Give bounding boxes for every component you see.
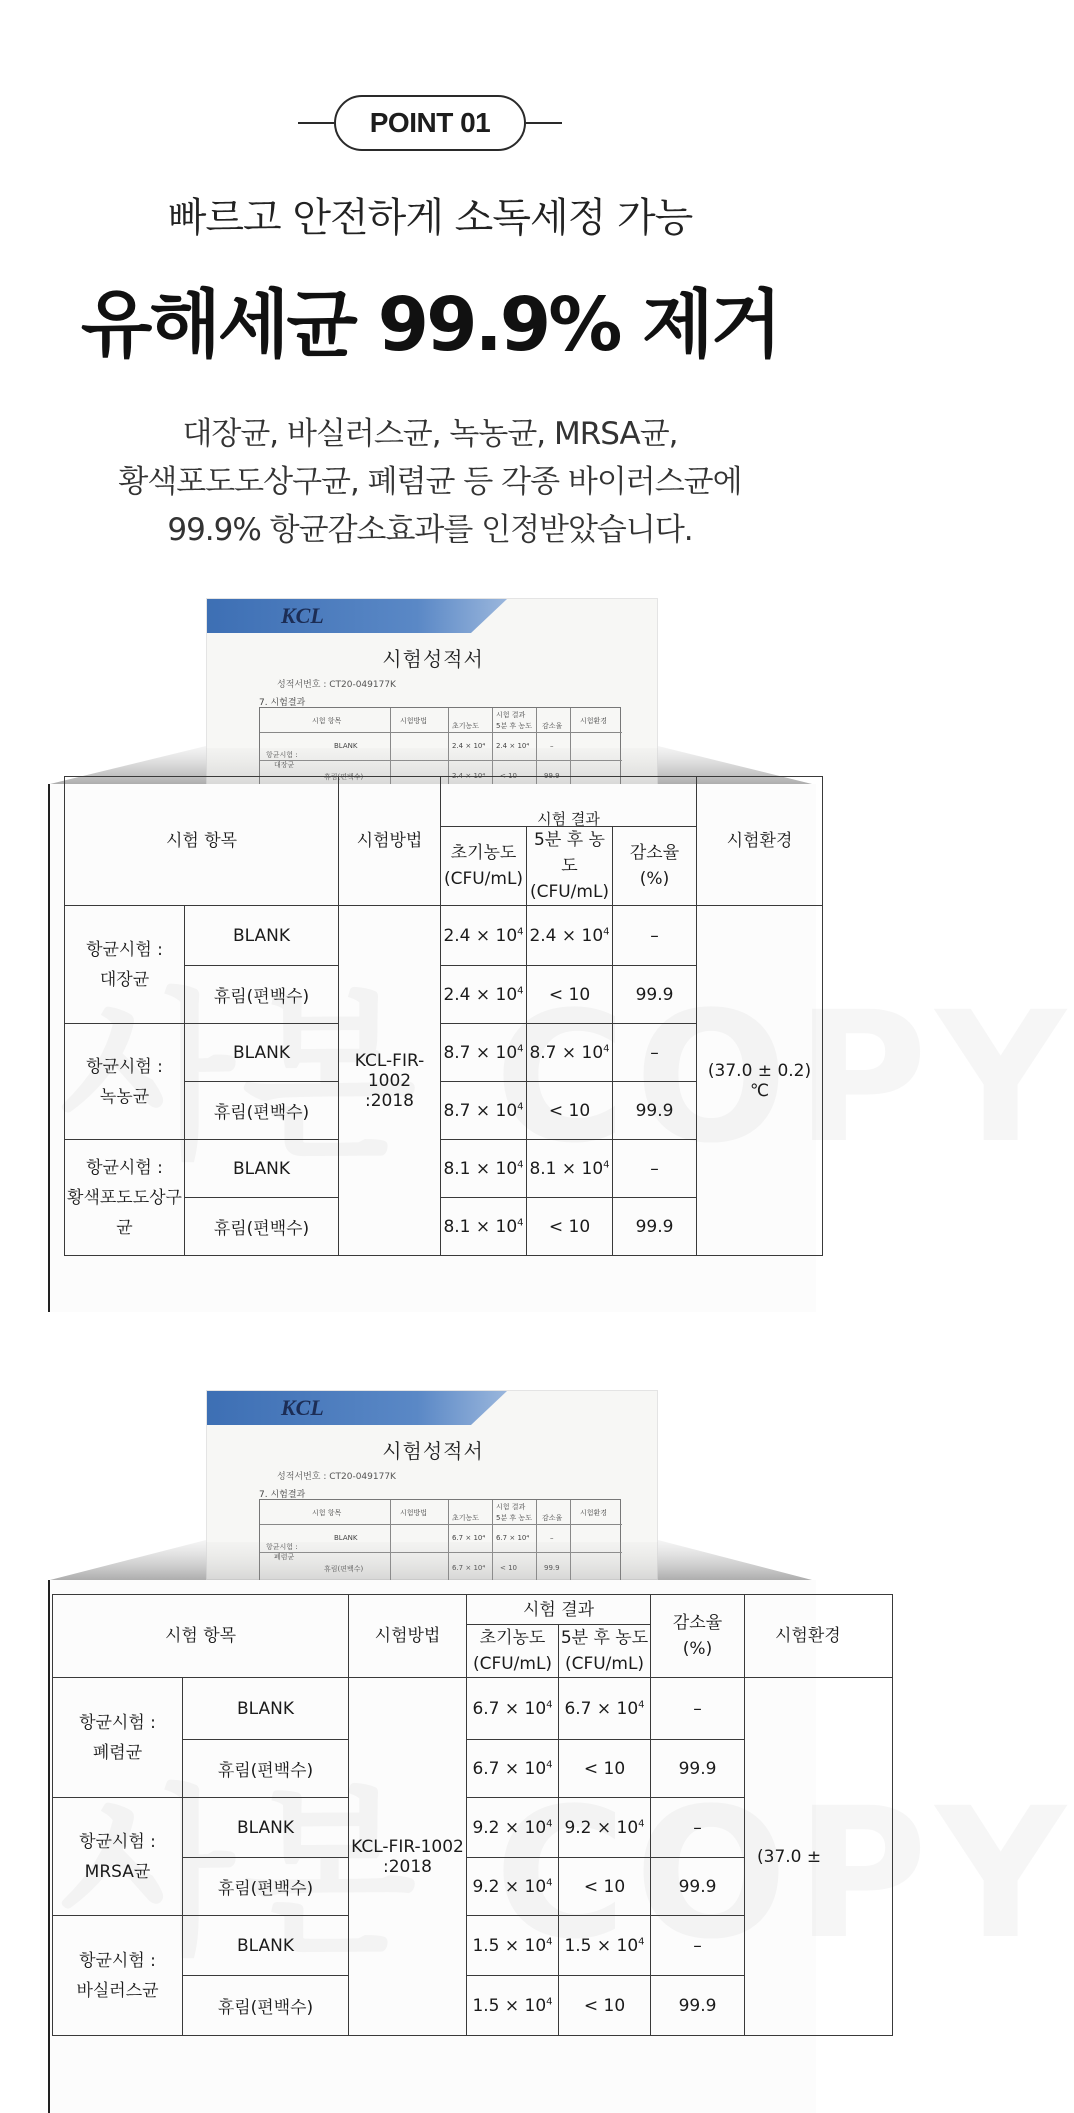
description-line: 황색포도도상구균, 폐렴균 등 각종 바이러스균에	[118, 464, 742, 500]
reduction-value: 99.9	[613, 1082, 697, 1140]
thumb-cell: 휴림(편백수)	[324, 1565, 364, 1573]
headline: 유해세균 99.9% 제거	[80, 282, 780, 368]
initial-value: $2.4 \times 10^4$	[441, 906, 527, 966]
after-value: < 10	[559, 1858, 651, 1916]
kcl-header-band	[207, 599, 507, 633]
test-category: 항균시험 : 황색포도도상구균	[65, 1140, 185, 1256]
sample-label: 휴림(편백수)	[183, 1976, 349, 2036]
header-environment: 시험환경	[745, 1595, 893, 1678]
thumb-cell: 5분 후 농도	[496, 1514, 532, 1522]
thumb-cell: 시험방법	[400, 1509, 428, 1517]
thumb-cell: 2.4 × 10⁴	[496, 742, 530, 750]
reduction-value: –	[613, 1140, 697, 1198]
thumb-cell: 감소율	[542, 722, 563, 730]
test-environment: (37.0 ± 0.2) ℃	[697, 906, 823, 1256]
header-result-group: 시험 결과	[441, 777, 697, 827]
thumb-cell: 휴림(편백수)	[324, 773, 364, 781]
test-environment: (37.0 ±	[745, 1678, 893, 2036]
header-method: 시험방법	[339, 777, 441, 906]
thumb-cell: 시험환경	[580, 1509, 608, 1517]
table-row	[65, 906, 823, 966]
thumb-cell: 6.7 × 10⁴	[452, 1534, 486, 1542]
sample-label: 휴림(편백수)	[183, 1858, 349, 1916]
reduction-value: –	[651, 1798, 745, 1858]
thumb-cell: < 10	[500, 772, 517, 780]
thumb-cell: 99.9	[544, 1564, 560, 1572]
point-badge: POINT 01	[334, 95, 526, 151]
after-value: $8.1 \times 10^4$	[527, 1140, 613, 1198]
header-item: 시험 항목	[53, 1595, 349, 1678]
zoomed-certificate-table	[48, 784, 816, 1312]
sample-label: BLANK	[185, 1024, 339, 1082]
sample-label: BLANK	[185, 906, 339, 966]
initial-value: $1.5 \times 10^4$	[467, 1976, 559, 2036]
thumb-cell: < 10	[500, 1564, 517, 1572]
after-value: $9.2 \times 10^4$	[559, 1798, 651, 1858]
after-value: < 10	[559, 1740, 651, 1798]
point-badge-row	[0, 95, 860, 151]
header-result-group: 시험 결과	[467, 1595, 651, 1625]
after-value: $1.5 \times 10^4$	[559, 1916, 651, 1976]
header-initial: 초기농도 (CFU/mL)	[441, 827, 527, 906]
thumbnail-table	[259, 1499, 621, 1581]
test-category: 항균시험 : 대장균	[65, 906, 185, 1024]
thumbnail-report-number: 성적서번호 : CT20-049177K	[277, 1472, 396, 1482]
initial-value: $8.7 \times 10^4$	[441, 1024, 527, 1082]
sample-label: BLANK	[183, 1798, 349, 1858]
initial-value: $9.2 \times 10^4$	[467, 1798, 559, 1858]
thumb-cell: 시험환경	[580, 717, 608, 725]
certificate-thumbnail	[206, 1390, 658, 1580]
thumb-cell: 2.4 × 10⁴	[452, 742, 486, 750]
thumb-cell: 대장균	[274, 761, 295, 769]
test-category: 항균시험 : 폐렴균	[53, 1678, 183, 1798]
thumb-cell: 99.9	[544, 772, 560, 780]
initial-value: $6.7 \times 10^4$	[467, 1740, 559, 1798]
subtitle: 빠르고 안전하게 소독세정 가능	[167, 195, 693, 241]
initial-value: $9.2 \times 10^4$	[467, 1858, 559, 1916]
thumb-cell: 초기농도	[452, 722, 480, 730]
sample-label: BLANK	[183, 1678, 349, 1740]
thumb-cell: 폐렴균	[274, 1553, 295, 1561]
thumb-cell: 항균시험 :	[266, 1543, 298, 1551]
sample-label: 휴림(편백수)	[185, 1198, 339, 1256]
thumb-cell: 항균시험 :	[266, 751, 298, 759]
thumb-cell: 6.7 × 10⁴	[496, 1534, 530, 1542]
reduction-value: 99.9	[651, 1976, 745, 2036]
thumb-cell: 시험 항목	[312, 717, 342, 725]
kcl-header-band	[207, 1391, 507, 1425]
reduction-value: 99.9	[651, 1740, 745, 1798]
kcl-logo: KCL	[281, 603, 324, 628]
reduction-value: 99.9	[613, 1198, 697, 1256]
test-category: 항균시험 : 바실러스균	[53, 1916, 183, 2036]
description-line: 대장균, 바실러스균, 녹농균, MRSA균,	[182, 416, 678, 452]
thumb-cell: 시험방법	[400, 717, 428, 725]
header-after: 5분 후 농도 (CFU/mL)	[559, 1625, 651, 1678]
description	[0, 410, 860, 554]
zoomed-certificate-table	[48, 1580, 841, 2113]
results-table	[52, 1594, 893, 2036]
after-value: $8.7 \times 10^4$	[527, 1024, 613, 1082]
thumbnail-title: 시험성적서	[382, 647, 484, 671]
test-category: 항균시험 : 녹농균	[65, 1024, 185, 1140]
after-value: < 10	[559, 1976, 651, 2036]
after-value: < 10	[527, 1198, 613, 1256]
initial-value: $1.5 \times 10^4$	[467, 1916, 559, 1976]
kcl-logo: KCL	[281, 1395, 324, 1420]
thumb-cell: 시험 결과	[496, 711, 526, 719]
thumbnail-report-number: 성적서번호 : CT20-049177K	[277, 680, 396, 690]
header-reduction: 감소율 (%)	[613, 827, 697, 906]
thumb-cell: 6.7 × 10⁴	[452, 1564, 486, 1572]
reduction-value: –	[613, 1024, 697, 1082]
header-item: 시험 항목	[65, 777, 339, 906]
sample-label: 휴림(편백수)	[185, 966, 339, 1024]
sample-label: BLANK	[185, 1140, 339, 1198]
initial-value: $8.1 \times 10^4$	[441, 1198, 527, 1256]
reduction-value: –	[613, 906, 697, 966]
thumb-cell: –	[550, 1534, 554, 1542]
test-category: 항균시험 : MRSA균	[53, 1798, 183, 1916]
header-initial: 초기농도 (CFU/mL)	[467, 1625, 559, 1678]
test-method: KCL-FIR-1002 :2018	[339, 906, 441, 1256]
after-value: $6.7 \times 10^4$	[559, 1678, 651, 1740]
initial-value: $6.7 \times 10^4$	[467, 1678, 559, 1740]
initial-value: $8.7 \times 10^4$	[441, 1082, 527, 1140]
thumb-cell: BLANK	[334, 742, 358, 750]
thumbnail-title: 시험성적서	[382, 1439, 484, 1463]
reduction-value: 99.9	[613, 966, 697, 1024]
initial-value: $8.1 \times 10^4$	[441, 1140, 527, 1198]
description-line: 99.9% 항균감소효과를 인정받았습니다.	[167, 512, 693, 548]
thumbnail-section: 7. 시험결과	[259, 698, 306, 708]
thumb-cell: 5분 후 농도	[496, 722, 532, 730]
thumb-cell: 2.4 × 10⁴	[452, 772, 486, 780]
table-row	[53, 1678, 893, 1740]
certificate-2	[0, 1390, 860, 2113]
test-method: KCL-FIR-1002 :2018	[349, 1678, 467, 2036]
after-value: $2.4 \times 10^4$	[527, 906, 613, 966]
initial-value: $2.4 \times 10^4$	[441, 966, 527, 1024]
certificate-1	[0, 598, 860, 1318]
thumb-cell: 시험 결과	[496, 1503, 526, 1511]
reduction-value: –	[651, 1916, 745, 1976]
after-value: < 10	[527, 1082, 613, 1140]
thumb-cell: 감소율	[542, 1514, 563, 1522]
after-value: < 10	[527, 966, 613, 1024]
certificate-thumbnail	[206, 598, 658, 788]
thumb-cell: BLANK	[334, 1534, 358, 1542]
header-after: 5분 후 농도 (CFU/mL)	[527, 827, 613, 906]
thumb-cell: 초기농도	[452, 1514, 480, 1522]
sample-label: 휴림(편백수)	[183, 1740, 349, 1798]
point-line-right	[526, 122, 562, 124]
reduction-value: –	[651, 1678, 745, 1740]
thumbnail-section: 7. 시험결과	[259, 1490, 306, 1500]
sample-label: BLANK	[183, 1916, 349, 1976]
thumb-cell: –	[550, 742, 554, 750]
sample-label: 휴림(편백수)	[185, 1082, 339, 1140]
point-line-left	[298, 122, 334, 124]
header-environment: 시험환경	[697, 777, 823, 906]
results-table	[64, 776, 823, 1256]
thumb-cell: 시험 항목	[312, 1509, 342, 1517]
header-method: 시험방법	[349, 1595, 467, 1678]
reduction-value: 99.9	[651, 1858, 745, 1916]
header-reduction: 감소율 (%)	[651, 1595, 745, 1678]
